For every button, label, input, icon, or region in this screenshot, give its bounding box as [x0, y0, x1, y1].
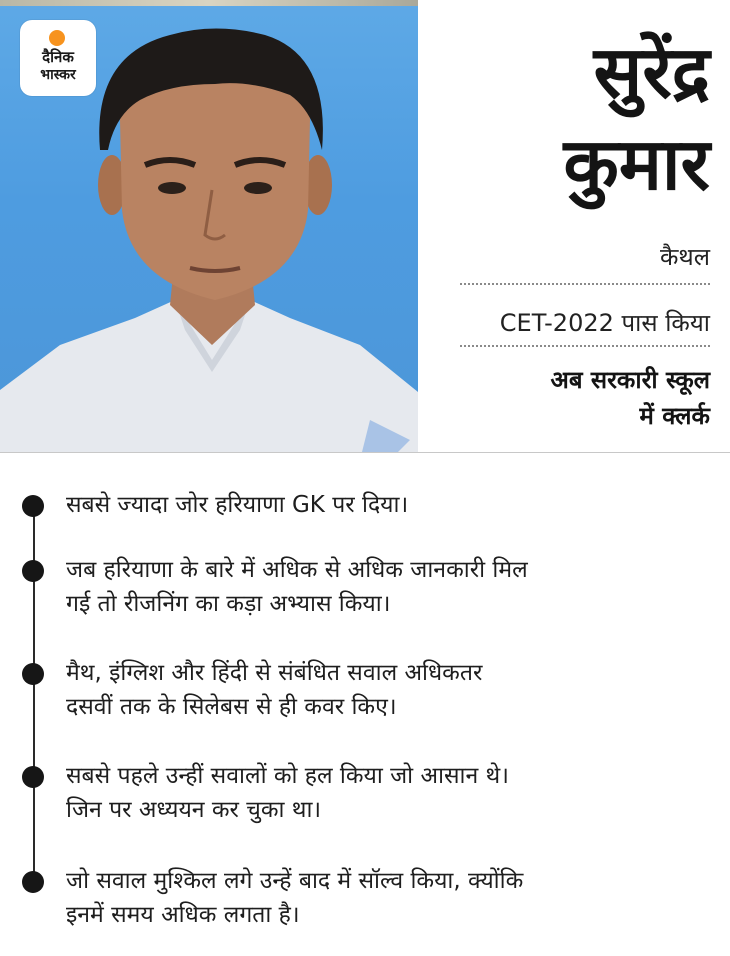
bullet-icon — [22, 871, 44, 893]
job-title — [550, 362, 710, 434]
logo-line-1: दैनिक — [42, 48, 74, 66]
dotted-divider — [460, 283, 710, 285]
person-city: कैथल — [659, 243, 710, 271]
section-divider — [0, 452, 730, 453]
bullet-icon — [22, 766, 44, 788]
tip-text — [66, 864, 716, 932]
tip-text — [66, 759, 716, 827]
job-line-2: में क्लर्क — [639, 402, 710, 430]
bullet-icon — [22, 560, 44, 582]
tip-line-2: दसवीं तक के सिलेबस से ही कवर किए। — [66, 694, 397, 720]
tip-line-1: मैथ, इंग्लिश और हिंदी से संबंधित सवाल अधिकतर — [66, 660, 483, 686]
job-line-1: अब सरकारी स्कूल — [550, 366, 710, 394]
logo-line-2: भास्कर — [40, 67, 76, 83]
dainik-bhaskar-logo — [20, 20, 96, 96]
dotted-divider — [460, 345, 710, 347]
tip-text — [66, 656, 716, 724]
tip-line-1: जो सवाल मुश्किल लगे उन्हें बाद में सॉल्व किया, क्योंकि — [66, 868, 524, 894]
bullet-icon — [22, 663, 44, 685]
tip-line-1: जब हरियाणा के बारे में अधिक से अधिक जानकारी मिल — [66, 557, 528, 583]
tip-line-1: सबसे ज्यादा जोर हरियाणा GK पर दिया। — [66, 492, 409, 518]
profile-photo — [0, 0, 418, 452]
exam-status: CET-2022 पास किया — [499, 309, 710, 337]
bullet-icon — [22, 495, 44, 517]
logo-sun-icon — [49, 30, 65, 46]
tip-text — [66, 488, 716, 522]
tip-line-1: सबसे पहले उन्हीं सवालों को हल किया जो आसान थे। — [66, 763, 509, 789]
tip-line-2: जिन पर अध्ययन कर चुका था। — [66, 797, 322, 823]
person-last-name: कुमार — [563, 122, 710, 206]
person-first-name: सुरेंद्र — [593, 30, 710, 114]
tip-line-2: इनमें समय अधिक लगता है। — [66, 902, 300, 928]
tip-text — [66, 553, 716, 621]
tip-line-2: गई तो रीजनिंग का कड़ा अभ्यास किया। — [66, 591, 391, 617]
